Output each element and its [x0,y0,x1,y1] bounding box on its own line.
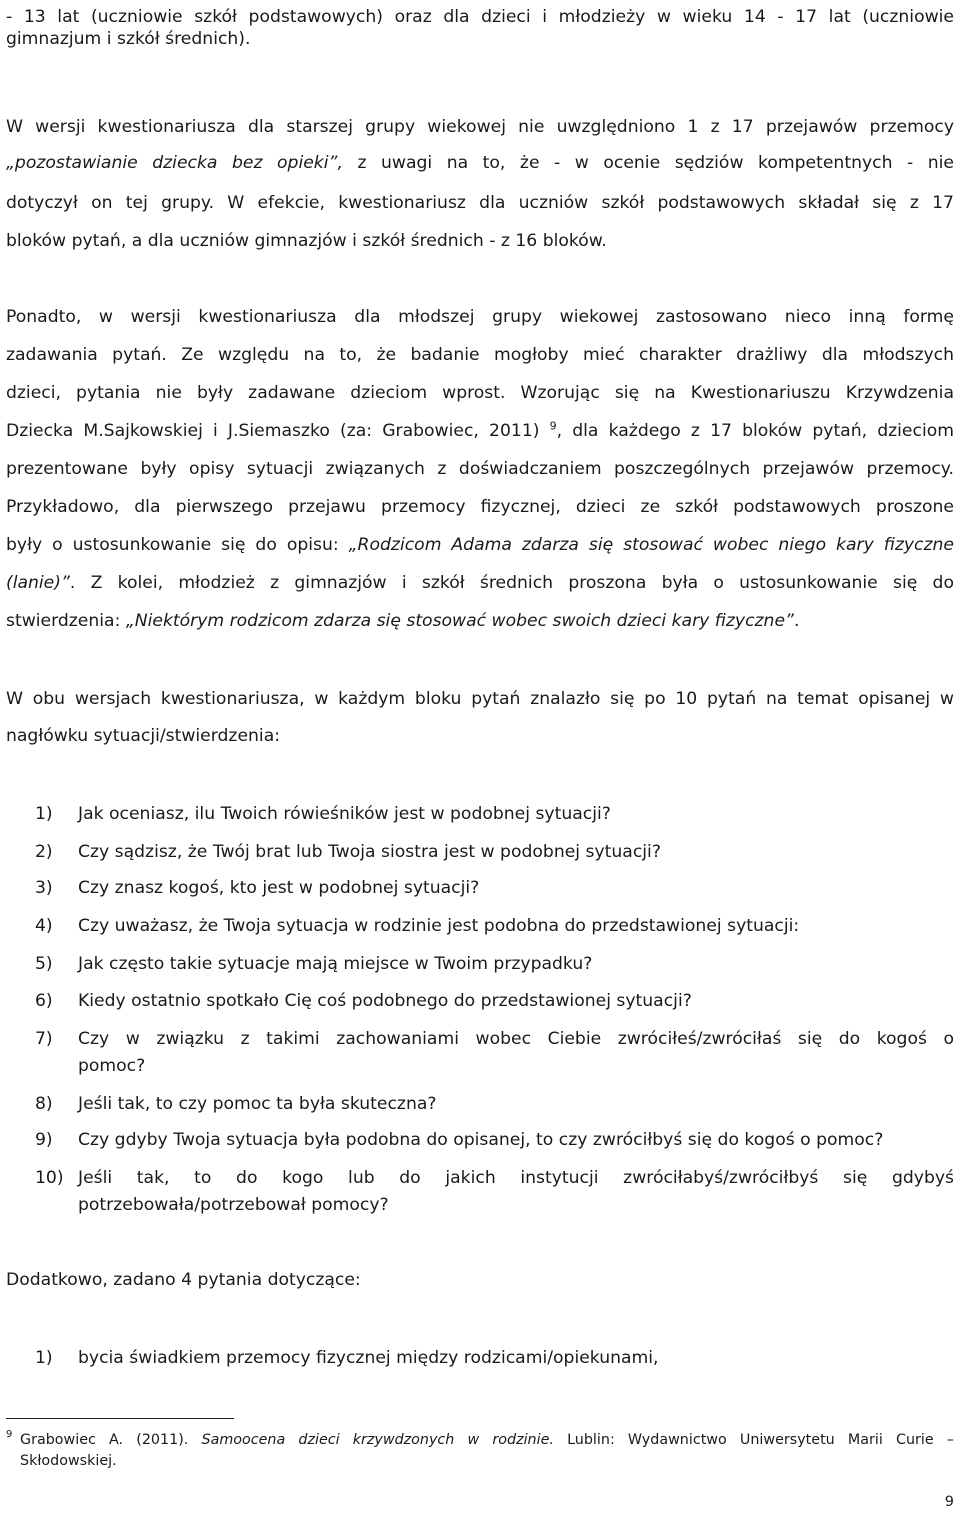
text-line: W obu wersjach kwestionariusza, w każdym bloku pytań znalazło się po 10 pytań na temat opisanej w [6,689,954,709]
footnote [6,1430,954,1472]
text-run: z uwagi na to, że - w ocenie sędziów kompetentnych - nie [342,153,954,173]
text-run: były o ustosunkowanie się do opisu: [6,535,349,555]
text-run: stwierdzenia: [6,611,126,631]
list-text-continued: potrzebowała/potrzebował pomocy? [78,1195,389,1215]
list-text: Kiedy ostatnio spotkało Cię coś podobnego do przedstawionej sytuacji? [78,991,692,1011]
footnote-line: Skłodowskiej. [20,1453,117,1469]
text-run: Dziecka M.Sajkowskiej i J.Siemaszko (za: Grabowiec, 2011) [6,421,550,441]
text-line: Dodatkowo, zadano 4 pytania dotyczące: [6,1270,361,1290]
text-run: . Z kolei, młodzież z gimnazjów i szkół średnich proszona była o ustosunkowanie się do [69,573,954,593]
text-line: bloków pytań, a dla uczniów gimnazjów i szkół średnich - z 16 bloków. [6,231,607,251]
list-number: 10) [35,1168,64,1188]
list-text: Jak często takie sytuacje mają miejsce w Twoim przypadku? [78,954,593,974]
text-line: nagłówku sytuacji/stwierdzenia: [6,726,281,746]
list-text: Czy sądzisz, że Twój brat lub Twoja siostra jest w podobnej sytuacji? [78,842,661,862]
list-number: 6) [35,991,53,1011]
text-line: dzieci, pytania nie były zadawane dzieciom wprost. Wzorując się na Kwestionariuszu Krzywdzenia [6,383,954,403]
quote-italic: „Rodzicom Adama zdarza się stosować wobec niego kary fizyczne [348,535,955,555]
list-number: 5) [35,954,53,974]
list-text: Jeśli tak, to do kogo lub do jakich instytucji zwróciłabyś/zwróciłbyś się gdybyś [78,1168,954,1188]
list-number: 8) [35,1094,53,1114]
text-run: Grabowiec A. (2011). [20,1432,202,1448]
footnote-number: 9 [6,1429,13,1440]
text-run: Lublin: Wydawnictwo Uniwersytetu Marii Curie – [553,1432,954,1448]
text-line [6,411,954,451]
text-line [6,563,954,603]
page-number: 9 [944,1494,954,1510]
text-line: W wersji kwestionariusza dla starszej grupy wiekowej nie uwzględniono 1 z 17 przejawów przemocy [6,117,954,137]
list-number: 7) [35,1029,53,1049]
text-line [6,525,954,565]
text-line: - 13 lat (uczniowie szkół podstawowych) oraz dla dzieci i młodzieży w wieku 14 - 17 lat (uczniowie [6,7,954,27]
text-line: Przykładowo, dla pierwszego przejawu przemocy fizycznej, dzieci ze szkół podstawowych proszone [6,497,954,517]
text-run: . [793,611,800,631]
footnote-title: Samoocena dzieci krzywdzonych w rodzinie. [201,1432,554,1448]
text-line: dotyczył on tej grupy. W efekcie, kwestionariusz dla uczniów szkół podstawowych składał się z 17 [6,193,954,213]
list-number: 1) [35,1348,53,1368]
list-text: Czy uważasz, że Twoja sytuacja w rodzinie jest podobna do przedstawionej sytuacji: [78,916,800,936]
list-number: 2) [35,842,53,862]
text-line: prezentowane były opisy sytuacji związanych z doświadczaniem poszczególnych przejawów przemocy. [6,459,954,479]
footnote-ref: 9 [549,419,557,433]
text-line [6,601,954,641]
text-line [6,143,954,183]
text-line: zadawania pytań. Ze względu na to, że badanie mogłoby mieć charakter drażliwy dla młodszych [6,345,954,365]
italic-term: „pozostawianie dziecka bez opieki”, [6,153,343,173]
footnote-separator [6,1418,234,1419]
quote-italic: (lanie)” [6,573,70,593]
list-text: Czy w związku z takimi zachowaniami wobec Ciebie zwróciłeś/zwróciłaś się do kogoś o [78,1029,954,1049]
text-run: , dla każdego z 17 bloków pytań, dzieciom [556,421,954,441]
list-text-continued: pomoc? [78,1056,146,1076]
list-number: 4) [35,916,53,936]
list-number: 3) [35,878,53,898]
list-text: Jak oceniasz, ilu Twoich rówieśników jest w podobnej sytuacji? [78,804,611,824]
text-line: Ponadto, w wersji kwestionariusza dla młodszej grupy wiekowej zastosowano nieco inną formę [6,307,954,327]
list-text: Jeśli tak, to czy pomoc ta była skuteczna? [78,1094,437,1114]
list-text: bycia świadkiem przemocy fizycznej między rodzicami/opiekunami, [78,1348,659,1368]
list-number: 1) [35,804,53,824]
footnote-line [20,1430,954,1451]
text-line: gimnazjum i szkół średnich). [6,29,251,49]
quote-italic: „Niektórym rodzicom zdarza się stosować wobec swoich dzieci kary fizyczne” [125,611,794,631]
list-text: Czy znasz kogoś, kto jest w podobnej sytuacji? [78,878,480,898]
list-text: Czy gdyby Twoja sytuacja była podobna do opisanej, to czy zwróciłbyś się do kogoś o pomoc? [78,1130,884,1150]
list-number: 9) [35,1130,53,1150]
